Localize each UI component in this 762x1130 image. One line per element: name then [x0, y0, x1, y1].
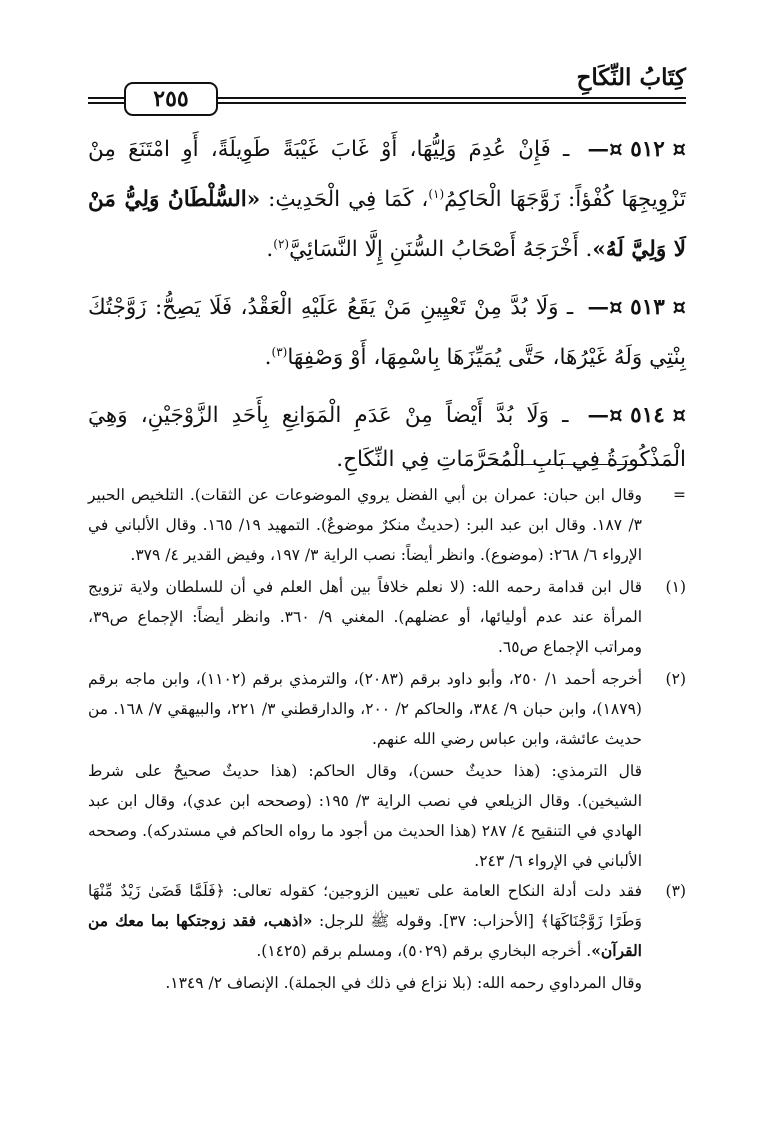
- footnote-text: فقد دلت أدلة النكاح العامة على تعيين الزوجين؛ كقوله تعالى:: [224, 882, 643, 900]
- paragraph-number: —¤ ٥١٤ ¤: [587, 403, 686, 429]
- hadith-quote: «السُّلْطَانُ وَلِيُّ مَنْ لَا وَلِيَّ لَهُ»: [88, 187, 686, 263]
- footnote-ref: (٣): [271, 345, 288, 360]
- footnote-ref: (١): [428, 187, 445, 201]
- quran-quote: ﴿فَلَمَّا قَضَىٰ زَيْدٌ مِّنْهَا وَطَرًا زَوَّجْنَاكَهَا﴾: [88, 882, 643, 930]
- footnote-text: [الأحزاب: ٣٧]. وقوله ﷺ للرجل:: [312, 912, 541, 930]
- paragraph-text: . أَخْرَجَهُ أَصْحَابُ السُّنَنِ إِلَّا النَّسَائِيَّ: [289, 237, 593, 263]
- paragraph-text: ـ وَلَا بُدَّ مِنْ تَعْيِينِ مَنْ يَقَعُ عَلَيْهِ الْعَقْدُ، فَلَا يَصِحُّ: زَوَّجْتُكَ بِنْتِي وَلَهُ غَيْرُهَا، حَتَّى يُمَيِّزَهَا بِاسْمِهَا، أَوْ وَصْفِهَا: [88, 295, 686, 371]
- footnote-3-cont: وقال المرداوي رحمه الله: (بلا نزاع في ذلك في الجملة). الإنصاف ٢/ ١٣٤٩.: [165, 974, 642, 992]
- footnote-text: قال ابن قدامة رحمه الله: (لا نعلم خلافاً بين أهل العلم في أن للسلطان ولاية تزويج المرأة عند عدم أوليائها، أو عضلهم). المغني ٩/ ٣٦٠. وانظر أيضاً: الإجماع ص٣٩، ومراتب الإجماع ص٦٥.: [88, 578, 642, 656]
- paragraph-text: ، كَمَا فِي الْحَدِيثِ:: [260, 187, 429, 213]
- footnotes: [88, 480, 686, 998]
- paragraph-514: [88, 394, 686, 482]
- main-text: [88, 128, 686, 496]
- footnote-mark: (٣): [665, 882, 686, 900]
- paragraph-513: [88, 286, 686, 380]
- book-title: كِتَابُ النِّكَاحِ: [576, 64, 686, 91]
- footnote-text: وقال ابن حبان: عمران بن أبي الفضل يروي الموضوعات عن الثقات). التلخيص الحبير ٣/ ١٨٧. وقال ابن عبد البر: (حديثٌ منكرٌ موضوعٌ). التمهيد ١٩/ ١٦٥. وقال الألباني في الإرواء ٦/ ٢٦٨: (موضوع). وانظر أيضاً: نصب الراية ٣/ ١٩٧، وفيض القدير ٤/ ٣٧٩.: [88, 486, 642, 564]
- paragraph-512: [88, 128, 686, 272]
- footnote-separator: [486, 464, 674, 465]
- footnote-ref: (٢): [273, 237, 290, 252]
- paragraph-text: .: [266, 237, 274, 263]
- paragraph-text: ـ وَلَا بُدَّ أَيْضاً مِنْ عَدَمِ الْمَوَانِعِ بِأَحَدِ الزَّوْجَيْنِ، وَهِيَ الْمَذْكُورَةُ فِي بَابِ الْمُحَرَّمَاتِ فِي النِّكَاحِ.: [88, 403, 686, 473]
- footnote-mark: (٢): [665, 670, 686, 688]
- page-header: [88, 58, 686, 114]
- footnote-text: . أخرجه البخاري برقم (٥٠٢٩)، ومسلم برقم (١٤٢٥).: [256, 942, 592, 960]
- footnote-2-cont: قال الترمذي: (هذا حديثٌ حسن)، وقال الحاكم: (هذا حديثٌ صحيحٌ على شرط الشيخين). وقال الزيلعي في نصب الراية ٣/ ١٩٥: (وصححه ابن عدي)، وقال ابن عبد الهادي في التنقيح ٤/ ٢٨٧ (هذا الحديث من أجود ما رواه الحاكم في مستدركه). وصححه الألباني في الإرواء ٦/ ٢٤٣.: [88, 762, 643, 870]
- paragraph-number: —¤ ٥١٣ ¤: [587, 295, 686, 321]
- footnote-3: [88, 876, 686, 966]
- paragraph-text: ـ فَإِنْ عُدِمَ وَلِيُّهَا، أَوْ غَابَ غَيْبَةً طَوِيلَةً، أَوِ امْتَنَعَ مِنْ تَزْوِيجِهَا كُفْؤاً: زَوَّجَهَا الْحَاكِمُ: [88, 137, 686, 213]
- footnote-1: [88, 572, 686, 662]
- footnote-2: [88, 664, 686, 754]
- paragraph-text: .: [264, 345, 272, 371]
- page-number: ٢٥٥: [124, 82, 218, 116]
- hadith-quote: «اذهب، فقد زوجتكها بما معك من القرآن»: [88, 911, 642, 960]
- footnote-mark: =: [673, 486, 686, 504]
- footnote-mark: (١): [665, 578, 686, 596]
- paragraph-number: —¤ ٥١٢ ¤: [587, 137, 687, 162]
- footnote-text: أخرجه أحمد ١/ ٢٥٠، وأبو داود برقم (٢٠٨٣)، والترمذي برقم (١١٠٢)، وابن ماجه برقم (١٨٧٩)، وابن حبان ٩/ ٣٨٤، والحاكم ٢/ ٢٠٠، والدارقطني ٣/ ٢٢١، والبيهقي ٧/ ١٦٨. من حديث عائشة، وابن عباس رضي الله عنهم.: [88, 670, 642, 748]
- footnote-continued: [88, 480, 686, 570]
